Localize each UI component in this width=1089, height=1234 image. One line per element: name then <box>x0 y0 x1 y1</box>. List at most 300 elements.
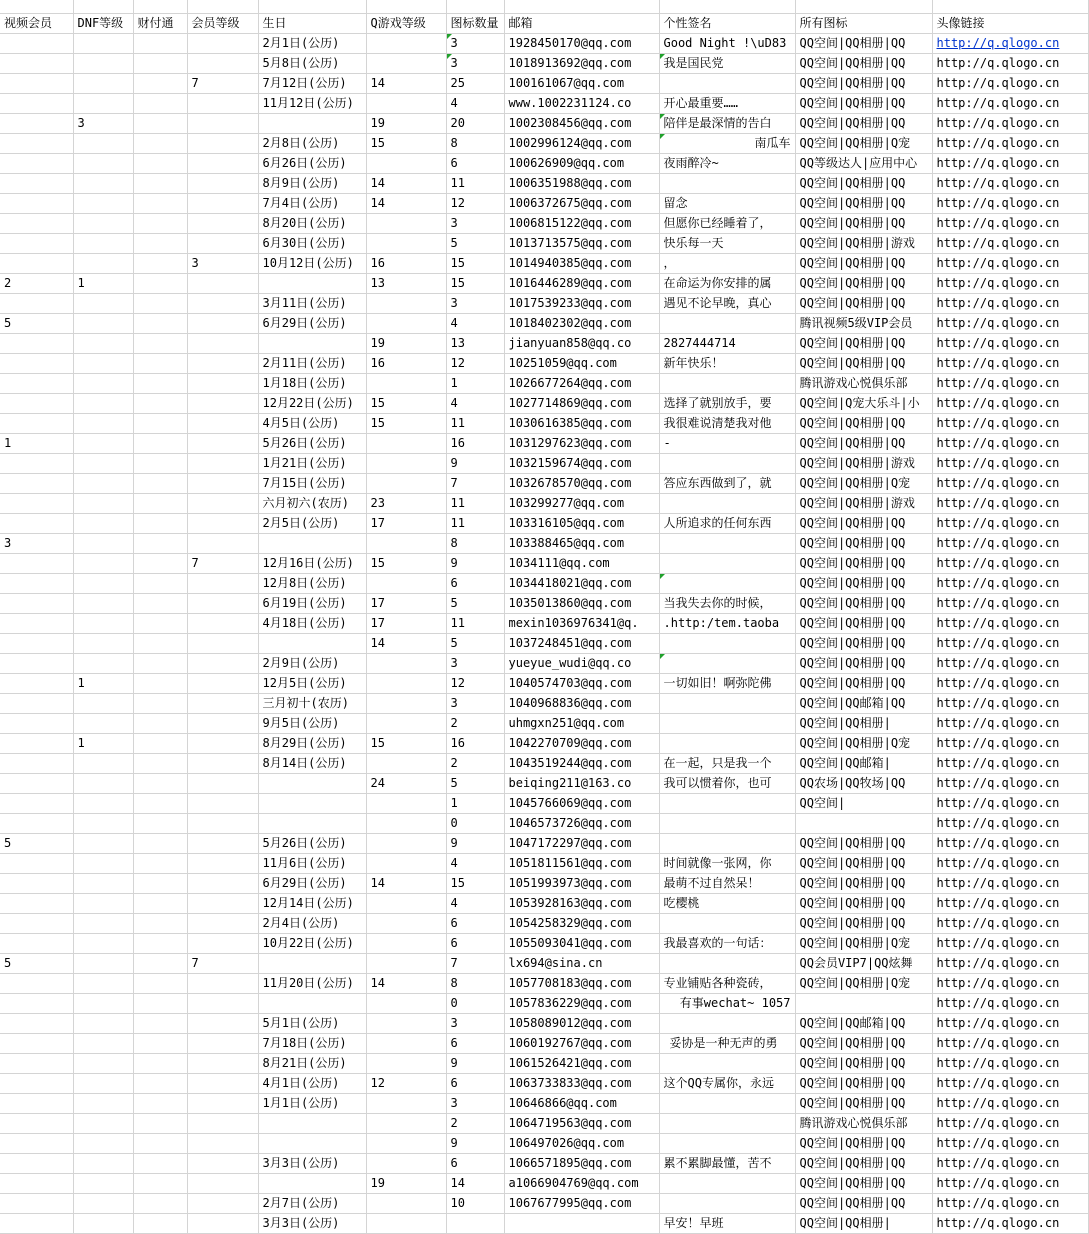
cell-icon-count[interactable] <box>446 653 504 673</box>
cell-dnf-level[interactable] <box>73 393 133 413</box>
cell-tenpay[interactable] <box>133 913 187 933</box>
cell-empty[interactable] <box>446 0 504 13</box>
cell-avatar-url[interactable] <box>932 453 1088 473</box>
cell-signature[interactable] <box>659 53 795 73</box>
cell-all-icons[interactable] <box>795 253 932 273</box>
cell-icon-count[interactable] <box>446 813 504 833</box>
cell-all-icons[interactable] <box>795 1073 932 1093</box>
cell-dnf-level[interactable] <box>73 73 133 93</box>
cell-tenpay[interactable] <box>133 953 187 973</box>
cell-email[interactable] <box>504 833 659 853</box>
cell-dnf-level[interactable] <box>73 1213 133 1233</box>
cell-icon-count[interactable] <box>446 73 504 93</box>
cell-all-icons[interactable] <box>795 653 932 673</box>
cell-avatar-url[interactable] <box>932 893 1088 913</box>
cell-dnf-level[interactable] <box>73 593 133 613</box>
cell-avatar-url[interactable] <box>932 253 1088 273</box>
cell-qgame-level[interactable] <box>366 133 446 153</box>
cell-video-vip[interactable] <box>0 413 73 433</box>
cell-video-vip[interactable] <box>0 73 73 93</box>
cell-all-icons[interactable] <box>795 573 932 593</box>
cell-qgame-level[interactable] <box>366 933 446 953</box>
cell-avatar-url[interactable] <box>932 1133 1088 1153</box>
cell-all-icons[interactable] <box>795 413 932 433</box>
cell-all-icons[interactable] <box>795 113 932 133</box>
cell-email[interactable] <box>504 1053 659 1073</box>
cell-qgame-level[interactable] <box>366 753 446 773</box>
cell-video-vip[interactable] <box>0 1033 73 1053</box>
cell-signature[interactable] <box>659 473 795 493</box>
cell-video-vip[interactable] <box>0 693 73 713</box>
cell-avatar-url[interactable] <box>932 213 1088 233</box>
cell-email[interactable] <box>504 633 659 653</box>
cell-avatar-url[interactable] <box>932 793 1088 813</box>
cell-email[interactable] <box>504 993 659 1013</box>
cell-signature[interactable] <box>659 613 795 633</box>
cell-vip-level[interactable] <box>187 433 258 453</box>
cell-tenpay[interactable] <box>133 373 187 393</box>
cell-tenpay[interactable] <box>133 933 187 953</box>
cell-icon-count[interactable] <box>446 353 504 373</box>
cell-birthday[interactable] <box>258 333 366 353</box>
cell-qgame-level[interactable] <box>366 293 446 313</box>
cell-qgame-level[interactable] <box>366 593 446 613</box>
cell-signature[interactable] <box>659 813 795 833</box>
cell-birthday[interactable] <box>258 653 366 673</box>
cell-all-icons[interactable] <box>795 1013 932 1033</box>
column-header-tenpay[interactable]: 财付通 <box>133 13 187 33</box>
cell-vip-level[interactable] <box>187 53 258 73</box>
cell-email[interactable] <box>504 653 659 673</box>
cell-qgame-level[interactable] <box>366 113 446 133</box>
cell-tenpay[interactable] <box>133 1213 187 1233</box>
column-header-birthday[interactable]: 生日 <box>258 13 366 33</box>
cell-empty[interactable] <box>0 0 73 13</box>
cell-video-vip[interactable] <box>0 553 73 573</box>
cell-qgame-level[interactable] <box>366 653 446 673</box>
cell-vip-level[interactable] <box>187 953 258 973</box>
cell-birthday[interactable] <box>258 853 366 873</box>
cell-qgame-level[interactable] <box>366 913 446 933</box>
cell-email[interactable] <box>504 513 659 533</box>
cell-signature[interactable] <box>659 233 795 253</box>
cell-dnf-level[interactable] <box>73 33 133 53</box>
cell-icon-count[interactable] <box>446 933 504 953</box>
cell-qgame-level[interactable] <box>366 73 446 93</box>
cell-qgame-level[interactable] <box>366 373 446 393</box>
cell-video-vip[interactable] <box>0 213 73 233</box>
cell-birthday[interactable] <box>258 93 366 113</box>
cell-dnf-level[interactable] <box>73 733 133 753</box>
cell-tenpay[interactable] <box>133 733 187 753</box>
cell-icon-count[interactable] <box>446 753 504 773</box>
cell-avatar-url[interactable] <box>932 133 1088 153</box>
cell-video-vip[interactable] <box>0 533 73 553</box>
cell-vip-level[interactable] <box>187 1153 258 1173</box>
cell-video-vip[interactable] <box>0 1073 73 1093</box>
cell-icon-count[interactable] <box>446 773 504 793</box>
cell-email[interactable] <box>504 693 659 713</box>
cell-signature[interactable] <box>659 453 795 473</box>
cell-birthday[interactable] <box>258 133 366 153</box>
cell-avatar-url[interactable] <box>932 813 1088 833</box>
cell-qgame-level[interactable] <box>366 173 446 193</box>
cell-qgame-level[interactable] <box>366 513 446 533</box>
cell-email[interactable] <box>504 333 659 353</box>
cell-signature[interactable] <box>659 1173 795 1193</box>
cell-qgame-level[interactable] <box>366 533 446 553</box>
cell-email[interactable] <box>504 1133 659 1153</box>
cell-tenpay[interactable] <box>133 1113 187 1133</box>
cell-avatar-url[interactable] <box>932 613 1088 633</box>
cell-vip-level[interactable] <box>187 973 258 993</box>
cell-avatar-url[interactable] <box>932 633 1088 653</box>
cell-qgame-level[interactable] <box>366 813 446 833</box>
cell-vip-level[interactable] <box>187 233 258 253</box>
column-header-video-vip[interactable]: 视频会员 <box>0 13 73 33</box>
cell-qgame-level[interactable] <box>366 1213 446 1233</box>
cell-icon-count[interactable] <box>446 93 504 113</box>
cell-all-icons[interactable] <box>795 773 932 793</box>
cell-vip-level[interactable] <box>187 293 258 313</box>
cell-tenpay[interactable] <box>133 653 187 673</box>
cell-vip-level[interactable] <box>187 393 258 413</box>
cell-avatar-url[interactable] <box>932 1093 1088 1113</box>
cell-signature[interactable] <box>659 1213 795 1233</box>
cell-qgame-level[interactable] <box>366 553 446 573</box>
cell-birthday[interactable] <box>258 753 366 773</box>
cell-all-icons[interactable] <box>795 313 932 333</box>
cell-dnf-level[interactable] <box>73 53 133 73</box>
cell-all-icons[interactable] <box>795 1093 932 1113</box>
cell-dnf-level[interactable] <box>73 933 133 953</box>
cell-tenpay[interactable] <box>133 253 187 273</box>
cell-all-icons[interactable] <box>795 153 932 173</box>
column-header-qgame-level[interactable]: Q游戏等级 <box>366 13 446 33</box>
cell-vip-level[interactable] <box>187 313 258 333</box>
cell-tenpay[interactable] <box>133 873 187 893</box>
cell-dnf-level[interactable] <box>73 1113 133 1133</box>
cell-signature[interactable] <box>659 713 795 733</box>
cell-vip-level[interactable] <box>187 1033 258 1053</box>
cell-avatar-url[interactable] <box>932 373 1088 393</box>
cell-birthday[interactable] <box>258 1113 366 1133</box>
cell-icon-count[interactable] <box>446 1213 504 1233</box>
cell-birthday[interactable] <box>258 253 366 273</box>
cell-vip-level[interactable] <box>187 1053 258 1073</box>
cell-video-vip[interactable] <box>0 813 73 833</box>
cell-all-icons[interactable] <box>795 953 932 973</box>
cell-dnf-level[interactable] <box>73 1153 133 1173</box>
cell-avatar-url[interactable] <box>932 1193 1088 1213</box>
cell-vip-level[interactable] <box>187 933 258 953</box>
cell-video-vip[interactable] <box>0 293 73 313</box>
cell-all-icons[interactable] <box>795 133 932 153</box>
cell-video-vip[interactable] <box>0 953 73 973</box>
cell-tenpay[interactable] <box>133 473 187 493</box>
cell-avatar-url[interactable] <box>932 293 1088 313</box>
cell-email[interactable] <box>504 253 659 273</box>
cell-vip-level[interactable] <box>187 613 258 633</box>
cell-email[interactable] <box>504 793 659 813</box>
cell-dnf-level[interactable] <box>73 453 133 473</box>
cell-tenpay[interactable] <box>133 53 187 73</box>
cell-vip-level[interactable] <box>187 813 258 833</box>
cell-avatar-url[interactable] <box>932 153 1088 173</box>
cell-signature[interactable] <box>659 833 795 853</box>
cell-dnf-level[interactable] <box>73 653 133 673</box>
cell-dnf-level[interactable] <box>73 1073 133 1093</box>
cell-qgame-level[interactable] <box>366 93 446 113</box>
cell-dnf-level[interactable] <box>73 1053 133 1073</box>
cell-all-icons[interactable] <box>795 933 932 953</box>
column-header-avatar-url[interactable]: 头像链接 <box>932 13 1088 33</box>
cell-video-vip[interactable] <box>0 1053 73 1073</box>
cell-tenpay[interactable] <box>133 493 187 513</box>
cell-dnf-level[interactable] <box>73 633 133 653</box>
cell-signature[interactable] <box>659 273 795 293</box>
cell-vip-level[interactable] <box>187 353 258 373</box>
cell-avatar-url[interactable] <box>932 773 1088 793</box>
cell-avatar-url[interactable] <box>932 393 1088 413</box>
cell-all-icons[interactable] <box>795 233 932 253</box>
cell-avatar-url[interactable] <box>932 853 1088 873</box>
cell-vip-level[interactable] <box>187 1113 258 1133</box>
cell-all-icons[interactable] <box>795 1113 932 1133</box>
cell-avatar-url[interactable] <box>932 693 1088 713</box>
cell-birthday[interactable] <box>258 233 366 253</box>
cell-tenpay[interactable] <box>133 573 187 593</box>
cell-qgame-level[interactable] <box>366 573 446 593</box>
cell-email[interactable] <box>504 313 659 333</box>
cell-video-vip[interactable] <box>0 333 73 353</box>
cell-vip-level[interactable] <box>187 113 258 133</box>
cell-avatar-url[interactable] <box>932 313 1088 333</box>
cell-all-icons[interactable] <box>795 753 932 773</box>
cell-dnf-level[interactable] <box>73 193 133 213</box>
cell-all-icons[interactable] <box>795 273 932 293</box>
cell-dnf-level[interactable] <box>73 333 133 353</box>
cell-icon-count[interactable] <box>446 1053 504 1073</box>
cell-tenpay[interactable] <box>133 1013 187 1033</box>
cell-qgame-level[interactable] <box>366 993 446 1013</box>
cell-vip-level[interactable] <box>187 173 258 193</box>
cell-all-icons[interactable] <box>795 853 932 873</box>
cell-icon-count[interactable] <box>446 913 504 933</box>
cell-avatar-url[interactable] <box>932 433 1088 453</box>
cell-signature[interactable] <box>659 1133 795 1153</box>
cell-all-icons[interactable] <box>795 733 932 753</box>
cell-email[interactable] <box>504 73 659 93</box>
cell-tenpay[interactable] <box>133 833 187 853</box>
cell-dnf-level[interactable] <box>73 793 133 813</box>
cell-video-vip[interactable] <box>0 273 73 293</box>
cell-email[interactable] <box>504 293 659 313</box>
cell-dnf-level[interactable] <box>73 273 133 293</box>
cell-birthday[interactable] <box>258 1073 366 1093</box>
cell-tenpay[interactable] <box>133 333 187 353</box>
cell-qgame-level[interactable] <box>366 853 446 873</box>
cell-icon-count[interactable] <box>446 593 504 613</box>
cell-signature[interactable] <box>659 1153 795 1173</box>
cell-signature[interactable] <box>659 1033 795 1053</box>
cell-all-icons[interactable] <box>795 513 932 533</box>
cell-all-icons[interactable] <box>795 73 932 93</box>
cell-empty[interactable] <box>258 0 366 13</box>
cell-video-vip[interactable] <box>0 393 73 413</box>
cell-qgame-level[interactable] <box>366 433 446 453</box>
cell-all-icons[interactable] <box>795 633 932 653</box>
cell-dnf-level[interactable] <box>73 513 133 533</box>
cell-birthday[interactable] <box>258 433 366 453</box>
cell-tenpay[interactable] <box>133 173 187 193</box>
cell-icon-count[interactable] <box>446 233 504 253</box>
cell-avatar-url[interactable] <box>932 513 1088 533</box>
cell-avatar-url[interactable] <box>932 53 1088 73</box>
cell-dnf-level[interactable] <box>73 673 133 693</box>
cell-qgame-level[interactable] <box>366 733 446 753</box>
cell-icon-count[interactable] <box>446 833 504 853</box>
cell-qgame-level[interactable] <box>366 1013 446 1033</box>
cell-email[interactable] <box>504 1113 659 1133</box>
cell-dnf-level[interactable] <box>73 753 133 773</box>
cell-birthday[interactable] <box>258 1033 366 1053</box>
cell-video-vip[interactable] <box>0 1133 73 1153</box>
cell-qgame-level[interactable] <box>366 873 446 893</box>
cell-vip-level[interactable] <box>187 453 258 473</box>
cell-birthday[interactable] <box>258 453 366 473</box>
cell-dnf-level[interactable] <box>73 473 133 493</box>
cell-birthday[interactable] <box>258 1193 366 1213</box>
cell-video-vip[interactable] <box>0 473 73 493</box>
cell-empty[interactable] <box>73 0 133 13</box>
cell-email[interactable] <box>504 1013 659 1033</box>
cell-video-vip[interactable] <box>0 893 73 913</box>
cell-avatar-url[interactable] <box>932 193 1088 213</box>
cell-tenpay[interactable] <box>133 413 187 433</box>
cell-vip-level[interactable] <box>187 1093 258 1113</box>
cell-birthday[interactable] <box>258 813 366 833</box>
column-header-all-icons[interactable]: 所有图标 <box>795 13 932 33</box>
cell-birthday[interactable] <box>258 833 366 853</box>
cell-qgame-level[interactable] <box>366 1053 446 1073</box>
cell-icon-count[interactable] <box>446 493 504 513</box>
cell-video-vip[interactable] <box>0 653 73 673</box>
cell-email[interactable] <box>504 373 659 393</box>
cell-icon-count[interactable] <box>446 253 504 273</box>
cell-vip-level[interactable] <box>187 253 258 273</box>
cell-vip-level[interactable] <box>187 373 258 393</box>
cell-tenpay[interactable] <box>133 293 187 313</box>
cell-icon-count[interactable] <box>446 733 504 753</box>
cell-email[interactable] <box>504 393 659 413</box>
cell-video-vip[interactable] <box>0 573 73 593</box>
cell-all-icons[interactable] <box>795 1193 932 1213</box>
cell-icon-count[interactable] <box>446 613 504 633</box>
cell-avatar-url[interactable] <box>932 93 1088 113</box>
cell-birthday[interactable] <box>258 633 366 653</box>
cell-email[interactable] <box>504 473 659 493</box>
cell-video-vip[interactable] <box>0 233 73 253</box>
cell-video-vip[interactable] <box>0 1013 73 1033</box>
cell-vip-level[interactable] <box>187 653 258 673</box>
cell-avatar-url[interactable] <box>932 1113 1088 1133</box>
cell-all-icons[interactable] <box>795 693 932 713</box>
cell-qgame-level[interactable] <box>366 1193 446 1213</box>
cell-tenpay[interactable] <box>133 593 187 613</box>
cell-all-icons[interactable] <box>795 373 932 393</box>
cell-video-vip[interactable] <box>0 133 73 153</box>
cell-avatar-url[interactable] <box>932 713 1088 733</box>
cell-qgame-level[interactable] <box>366 393 446 413</box>
cell-vip-level[interactable] <box>187 853 258 873</box>
cell-dnf-level[interactable] <box>73 293 133 313</box>
cell-signature[interactable] <box>659 33 795 53</box>
cell-vip-level[interactable] <box>187 633 258 653</box>
cell-email[interactable] <box>504 913 659 933</box>
cell-birthday[interactable] <box>258 913 366 933</box>
cell-tenpay[interactable] <box>133 993 187 1013</box>
cell-birthday[interactable] <box>258 373 366 393</box>
cell-qgame-level[interactable] <box>366 153 446 173</box>
cell-video-vip[interactable] <box>0 793 73 813</box>
cell-avatar-url[interactable] <box>932 73 1088 93</box>
cell-avatar-url[interactable] <box>932 573 1088 593</box>
cell-dnf-level[interactable] <box>73 113 133 133</box>
cell-vip-level[interactable] <box>187 553 258 573</box>
cell-vip-level[interactable] <box>187 833 258 853</box>
cell-signature[interactable] <box>659 653 795 673</box>
cell-qgame-level[interactable] <box>366 973 446 993</box>
cell-empty[interactable] <box>187 0 258 13</box>
cell-icon-count[interactable] <box>446 433 504 453</box>
cell-all-icons[interactable] <box>795 193 932 213</box>
cell-email[interactable] <box>504 553 659 573</box>
cell-icon-count[interactable] <box>446 193 504 213</box>
cell-qgame-level[interactable] <box>366 233 446 253</box>
cell-avatar-url[interactable] <box>932 553 1088 573</box>
cell-email[interactable] <box>504 93 659 113</box>
cell-avatar-url[interactable] <box>932 1053 1088 1073</box>
cell-signature[interactable] <box>659 73 795 93</box>
cell-dnf-level[interactable] <box>73 813 133 833</box>
cell-avatar-url[interactable] <box>932 353 1088 373</box>
cell-qgame-level[interactable] <box>366 1133 446 1153</box>
cell-email[interactable] <box>504 673 659 693</box>
cell-vip-level[interactable] <box>187 473 258 493</box>
cell-vip-level[interactable] <box>187 1173 258 1193</box>
cell-birthday[interactable] <box>258 873 366 893</box>
cell-vip-level[interactable] <box>187 793 258 813</box>
cell-birthday[interactable] <box>258 193 366 213</box>
cell-qgame-level[interactable] <box>366 793 446 813</box>
cell-birthday[interactable] <box>258 1133 366 1153</box>
cell-all-icons[interactable] <box>795 813 932 833</box>
cell-icon-count[interactable] <box>446 313 504 333</box>
cell-avatar-url[interactable] <box>932 1073 1088 1093</box>
cell-tenpay[interactable] <box>133 693 187 713</box>
cell-signature[interactable] <box>659 913 795 933</box>
cell-all-icons[interactable] <box>795 473 932 493</box>
cell-vip-level[interactable] <box>187 133 258 153</box>
cell-icon-count[interactable] <box>446 1133 504 1153</box>
cell-dnf-level[interactable] <box>73 233 133 253</box>
cell-birthday[interactable] <box>258 413 366 433</box>
cell-video-vip[interactable] <box>0 873 73 893</box>
cell-icon-count[interactable] <box>446 453 504 473</box>
cell-icon-count[interactable] <box>446 113 504 133</box>
cell-signature[interactable] <box>659 153 795 173</box>
